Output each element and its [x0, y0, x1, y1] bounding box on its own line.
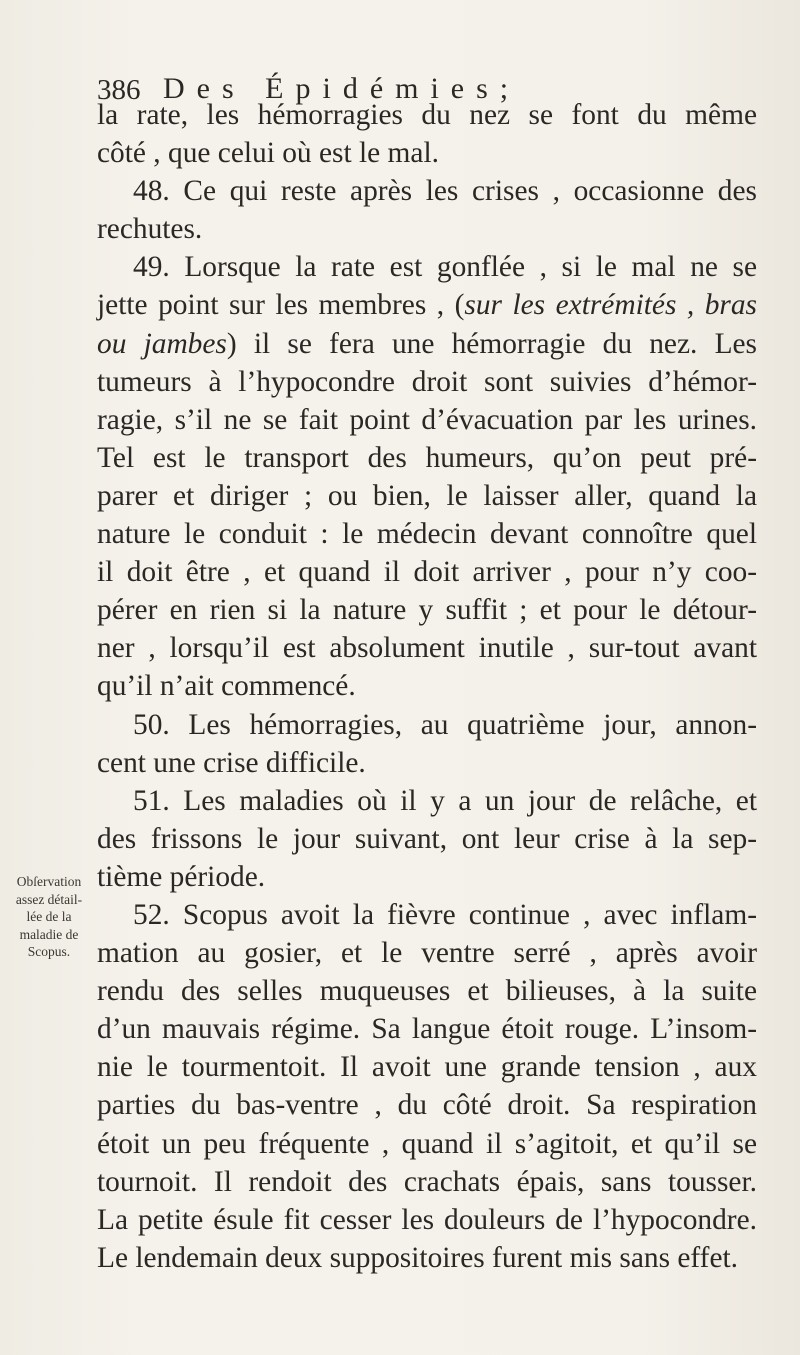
text-line: nature le conduit : le médecin devant connoître quel: [97, 518, 757, 551]
paragraph-52: 52. Scopus avoit la fièvre continue , avec inflam-: [133, 898, 757, 931]
text-line: Tel est le transport des humeurs, qu’on peut pré-: [97, 441, 757, 474]
text-line: étoit un peu fréquente , quand il s’agitoit, et qu’il se: [97, 1127, 757, 1160]
paragraph-49: 49. Lorsque la rate est gonflée , si le mal ne se: [133, 251, 757, 284]
text-line: tième période.: [97, 860, 266, 893]
paragraph-51: 51. Les maladies où il y a un jour de relâche, et: [133, 784, 757, 817]
paragraph-48: 48. Ce qui reste après les crises , occasionne des: [133, 175, 757, 208]
text-line: parer et diriger ; ou bien, le laisser aller, quand la: [97, 479, 757, 512]
text-line: Le lendemain deux suppositoires furent mis sans effet.: [97, 1241, 738, 1274]
marginal-note-line: maladie de: [19, 926, 79, 942]
text-line: qu’il n’ait commencé.: [97, 670, 356, 703]
text-line: tumeurs à l’hypocondre droit sont suivies d’hémor-: [97, 365, 757, 398]
marginal-note-line: Obſervation: [16, 874, 82, 889]
paragraph-50: 50. Les hémorragies, au quatrième jour, annon-: [133, 708, 757, 741]
text-line: tournoit. Il rendoit des crachats épais, sans tousser.: [97, 1165, 757, 1198]
body-text: [97, 96, 757, 1277]
running-title: Des Épidémies;: [163, 72, 521, 105]
text-line: mation au gosier, et le ventre serré , après avoir: [97, 937, 757, 970]
text-line: des frissons le jour suivant, ont leur crise à la sep-: [97, 822, 757, 855]
text-line: côté , que celui où est le mal.: [97, 137, 439, 170]
marginal-note: [4, 873, 94, 961]
marginal-note-line: Scopus.: [27, 944, 71, 960]
text-line: la rate, les hémorragies du nez se font du même: [97, 99, 757, 131]
text-line: rechutes.: [97, 213, 203, 246]
text-line: il doit être , et quand il doit arriver , pour n’y coo-: [97, 556, 757, 589]
text-line: jette point sur les membres , (sur les extrémités , bras: [97, 289, 757, 322]
text-line: parties du bas-ventre , du côté droit. Sa respiration: [97, 1089, 757, 1122]
text-line: La petite ésule fit cesser les douleurs de l’hypocondre.: [97, 1203, 757, 1236]
text-line: pérer en rien si la nature y suffit ; et pour le détour-: [97, 594, 757, 627]
text-line: ragie, s’il ne se fait point d’évacuation par les urines.: [97, 403, 757, 436]
text-line: d’un mauvais régime. Sa langue étoit rouge. L’insom-: [97, 1013, 757, 1046]
text-line: nie le tourmentoit. Il avoit une grande tension , aux: [97, 1051, 757, 1084]
text-line: cent une crise difficile.: [97, 746, 366, 779]
text-line: ner , lorsqu’il est absolument inutile , sur-tout avant: [97, 632, 757, 665]
page-number: 386: [97, 74, 141, 106]
text-line: ou jambes) il se fera une hémorragie du nez. Les: [97, 327, 757, 360]
marginal-note-line: assez détail-: [15, 891, 83, 907]
marginal-note-line: lée de la: [26, 909, 72, 925]
text-line: rendu des selles muqueuses et bilieuses, à la suite: [97, 975, 757, 1008]
